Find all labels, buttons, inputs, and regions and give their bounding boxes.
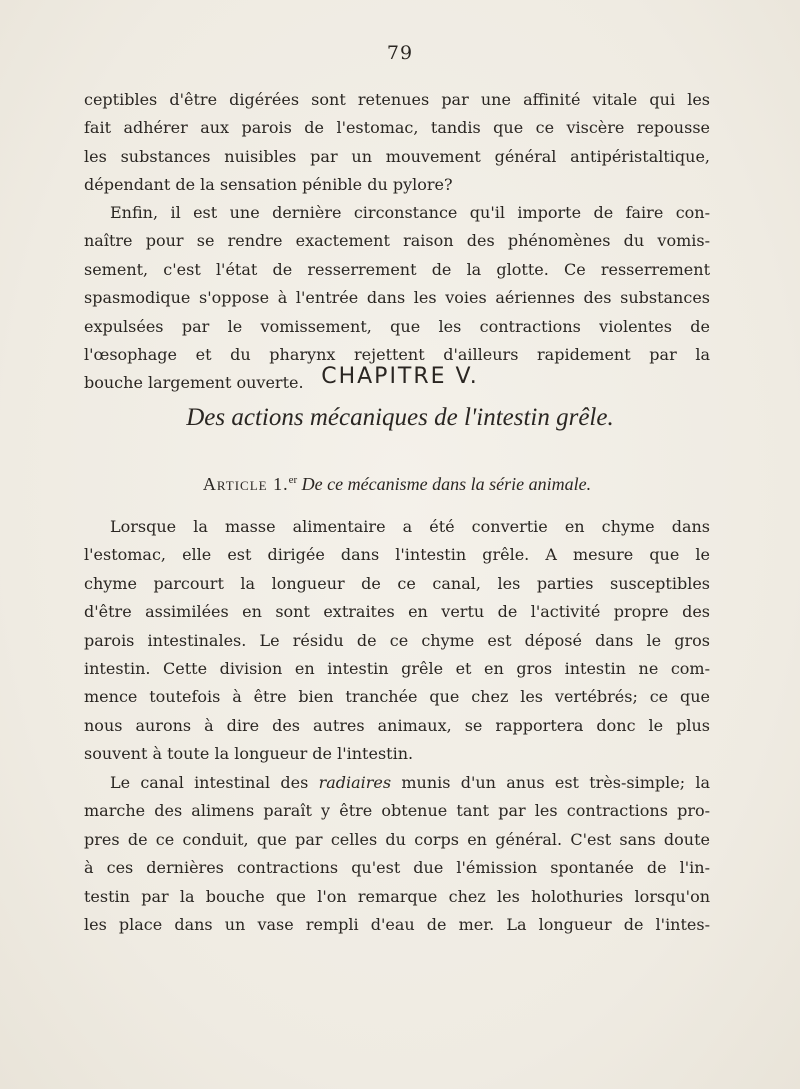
text-line: naître pour se rendre exactement raison des phénomènes du vomis-	[84, 231, 710, 251]
text-line: intestin. Cette division en intestin grêle et en gros intestin ne com-	[84, 659, 710, 679]
text-line: d'être assimilées en sont extraites en vertu de l'activité propre des	[84, 602, 710, 622]
text-line: parois intestinales. Le résidu de ce chyme est déposé dans le gros	[84, 630, 710, 650]
text-line: nous aurons à dire des autres animaux, se rapportera donc le plus	[84, 715, 710, 735]
page-number: 79	[386, 42, 414, 64]
text-line: testin par la bouche que l'on remarque chez les holothuries lorsqu'on	[84, 886, 710, 906]
text-line: chyme parcourt la longueur de ce canal, les parties susceptibles	[84, 573, 710, 593]
text-line: les substances nuisibles par un mouvement général antipéristaltique,	[84, 146, 710, 166]
text-line: spasmodique s'oppose à l'entrée dans les voies aériennes des substances	[84, 288, 710, 308]
text-line: fait adhérer aux parois de l'estomac, tandis que ce viscère repousse	[84, 118, 710, 138]
italic-term: radiaires	[318, 773, 392, 792]
article-label: Article 1.	[202, 474, 289, 494]
chapter-subtitle: Des actions mécaniques de l'intestin grêle.	[186, 404, 614, 431]
text-line: souvent à toute la longueur de l'intestin.	[84, 744, 414, 764]
text-line: les place dans un vase rempli d'eau de mer. La longueur de l'intes-	[84, 915, 710, 935]
text-line	[84, 769, 710, 797]
text-line: bouche largement ouverte.	[84, 373, 304, 393]
paragraph-radiaires	[84, 769, 710, 939]
text-line: Enfin, il est une dernière circonstance qu'il importe de faire con-	[110, 203, 710, 222]
text-line: ceptibles d'être digérées sont retenues par une affinité vitale qui les	[84, 90, 710, 109]
paragraph-continuation	[84, 86, 710, 200]
text-line: Lorsque la masse alimentaire a été convertie en chyme dans	[110, 517, 710, 536]
text-line: mence toutefois à être bien tranchée que chez les vertébrés; ce que	[84, 687, 710, 707]
text-fragment: Le canal intestinal des	[110, 773, 309, 792]
article-label-superscript: er	[288, 474, 298, 486]
text-line: l'œsophage et du pharynx rejettent d'ailleurs rapidement par la	[84, 345, 710, 365]
paragraph-chyme	[84, 513, 710, 769]
text-line: marche des alimens paraît y être obtenue tant par les contractions pro-	[84, 801, 710, 821]
text-line: sement, c'est l'état de resserrement de la glotte. Ce resserrement	[84, 259, 710, 279]
text-line: dépendant de la sensation pénible du pylore?	[84, 175, 453, 195]
article-heading	[84, 474, 710, 495]
text-line: l'estomac, elle est dirigée dans l'intestin grêle. A mesure que le	[84, 545, 710, 565]
chapter-title: CHAPITRE V.	[321, 364, 479, 389]
article-title: De ce mécanisme dans la série animale.	[301, 474, 592, 494]
text-line: expulsées par le vomissement, que les contractions violentes de	[84, 316, 710, 336]
text-line: à ces dernières contractions qu'est due l'émission spontanée de l'in-	[84, 858, 710, 878]
text-fragment: munis d'un anus est très-simple; la	[401, 773, 711, 792]
text-line: pres de ce conduit, que par celles du corps en général. C'est sans doute	[84, 829, 710, 849]
